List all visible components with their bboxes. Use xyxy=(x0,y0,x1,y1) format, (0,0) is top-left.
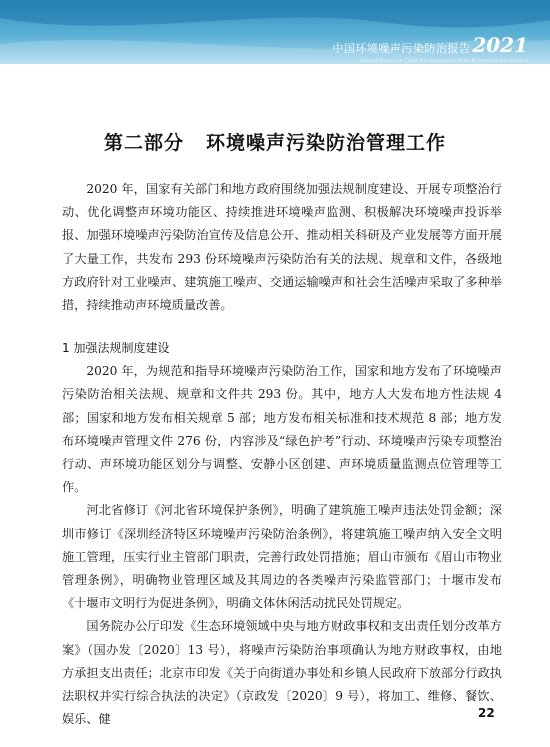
section-title xyxy=(0,128,550,155)
section-part-label: 第二部分 xyxy=(103,132,184,154)
body-paragraph: 河北省修订《河北省环境保护条例》，明确了建筑施工噪声违法处罚金额；深圳市修订《深圳经济特区环境噪声污染防治条例》，将建筑施工噪声纳入安全文明施工管理，压实行业主管部门职责，完善行政处罚措施；眉山市颁布《眉山市物业管理条例》，明确物业管理区域及其周边的各类噪声污染监管部门；十堰市发布《十堰市文明行为促进条例》，明确文体休闲活动扰民处罚规定。 xyxy=(62,503,502,611)
page-number: 22 xyxy=(478,706,495,720)
subsection-heading: 1 加强法规制度建设 xyxy=(62,341,170,356)
intro-paragraph: 2020 年，国家有关部门和地方政府围绕加强法规制度建设、开展专项整治行动、优化调整声环境功能区、持续推进环境噪声监测、积极解决环境噪声投诉举报、加强环境噪声污染防治宣传及信息公开、推动相关科研及产业发展等方面开展了大量工作，共发布 293 份环境噪声污染防治有关的法规、规章和文件，各级地方政府针对工业噪声、建筑施工噪声、交通运输噪声和社会生活噪声采取了多种举措，持续推动声环境质量改善。 xyxy=(62,182,502,313)
header-band xyxy=(0,0,550,64)
report-header xyxy=(332,33,528,64)
page-content xyxy=(62,178,502,731)
section-title-text: 环境噪声污染防治管理工作 xyxy=(206,132,447,154)
report-title: 中国环境噪声污染防治报告 xyxy=(332,42,471,55)
report-subtitle: Annual Report on China Environmental Noise Prevention and Control xyxy=(360,58,528,64)
report-year: 2021 xyxy=(472,33,528,57)
body-paragraph: 2020 年，为规范和指导环境噪声污染防治工作，国家和地方发布了环境噪声污染防治相关法规、规章和文件共 293 份。其中，地方人大发布地方性法规 4 部；国家和地方发布相关规章 5 部；地方发布相关标准和技术规范 8 部；地方发布环境噪声管理文件 276 份，内容涉及“绿色护考”行动、环境噪声污染专项整治行动、声环境功能区划分与调整、安静小区创建、声环境质量监测点位管理等工作。 xyxy=(62,364,502,495)
body-paragraph: 国务院办公厅印发《生态环境领域中央与地方财政事权和支出责任划分改革方案》（国办发〔2020〕13 号），将噪声污染防治事项确认为地方财政事权，由地方承担支出责任；北京市印发《关于向街道办事处和乡镇人民政府下放部分行政执法职权并实行综合执法的决定》（京政发〔2020〕9 号），将加工、维修、餐饮、娱乐、健 xyxy=(62,619,502,727)
